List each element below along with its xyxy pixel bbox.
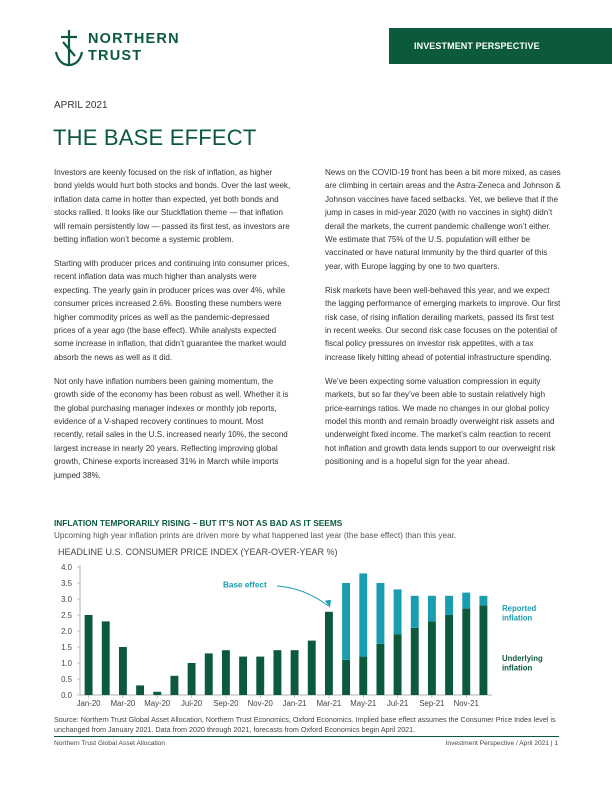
source-note: Source: Northern Trust Global Asset Allocation, Northern Trust Economics, Oxford Economics. Implied base effect assumes the Consumer Price Index level is unchanged from January 2021. Data from 2020 through 2021, forecasts from Oxford Economics begin April 2021. [54, 715, 556, 734]
y-tick-label: 2.0 [61, 626, 72, 636]
x-tick-label: Jul-20 [180, 699, 203, 708]
bar-underlying-apr-21 [342, 660, 350, 695]
base-effect-label: Base effect [223, 580, 267, 590]
y-tick-label: 1.5 [61, 642, 72, 652]
underlying-label-line: Underlying [502, 654, 543, 663]
y-tick-label: 1.0 [61, 658, 72, 668]
bar-underlying-jun-20 [170, 676, 178, 695]
y-tick-label: 0.0 [61, 690, 72, 700]
y-tick-label: 4.0 [61, 562, 72, 572]
bar-underlying-sep-20 [222, 650, 230, 695]
y-tick-label: 3.0 [61, 594, 72, 604]
bar-reported-may-21 [359, 573, 367, 656]
x-tick-label: Jan-20 [76, 699, 101, 708]
x-tick-label: Nov-20 [247, 699, 273, 708]
bar-reported-nov-21 [462, 593, 470, 609]
logo-line-1: NORTHERN [88, 31, 180, 47]
underlying-inflation-label [502, 654, 543, 673]
x-tick-label: May-20 [144, 699, 171, 708]
paragraph: Investors are keenly focused on the risk of inflation, as higher bond yields would hurt both stocks and bonds. Over the last week, inflation data came in hotter than expected, yet both bonds and stocks rallied. It looks like our Stuckflation theme — that inflation will remain persistently low — passed its first test, as investors are betting inflation won’t become a systemic problem. [54, 168, 291, 245]
bar-reported-jul-21 [394, 589, 402, 634]
page-title: THE BASE EFFECT [53, 125, 257, 150]
bar-underlying-aug-21 [411, 628, 419, 695]
logo-line-2: TRUST [88, 48, 143, 64]
banner-label: INVESTMENT PERSPECTIVE [414, 41, 540, 51]
bar-underlying-mar-21 [325, 612, 333, 695]
x-tick-label: Sep-20 [213, 699, 239, 708]
x-tick-label: May-21 [350, 699, 377, 708]
publication-date: APRIL 2021 [54, 100, 108, 111]
x-tick-label: Nov-21 [453, 699, 479, 708]
bar-underlying-aug-20 [205, 653, 213, 695]
bar-underlying-dec-20 [273, 650, 281, 695]
bar-underlying-feb-20 [102, 621, 110, 695]
paragraph: Not only have inflation numbers been gaining momentum, the growth side of the economy has been robust as well. Whether it is the global purchasing manager indexes or monthly job reports, evidence of a V-shaped recovery continues to mount. Most recently, retail sales in the U.S. increased nearly 10%, the second largest increase in nearly 20 years. Reflecting improving global growth, Chinese exports increased 31% in March while imports jumped 38%. [54, 376, 289, 480]
footer-divider [54, 736, 559, 737]
bar-reported-jun-21 [376, 583, 384, 644]
bar-reported-oct-21 [445, 596, 453, 615]
x-tick-label: Mar-21 [316, 699, 342, 708]
bar-underlying-apr-20 [136, 685, 144, 695]
bar-underlying-may-21 [359, 657, 367, 695]
chart-section-subtitle: Upcoming high year inflation prints are driven more by what happened last year (the base effect) than this year. [54, 531, 457, 540]
reported-label-line: inflation [502, 613, 533, 623]
bar-underlying-oct-20 [239, 657, 247, 695]
bar-underlying-oct-21 [445, 615, 453, 695]
bar-underlying-jul-21 [394, 634, 402, 695]
footer-left: Northern Trust Global Asset Allocation [54, 740, 166, 747]
base-effect-arrow [277, 586, 328, 606]
x-tick-label: Jul-21 [386, 699, 409, 708]
reported-label-line: Reported [502, 604, 537, 613]
bar-underlying-feb-21 [308, 641, 316, 695]
bar-reported-aug-21 [411, 596, 419, 628]
bar-reported-dec-21 [479, 596, 487, 606]
reported-inflation-label [502, 604, 536, 623]
y-tick-label: 0.5 [61, 674, 72, 684]
bar-underlying-may-20 [153, 692, 161, 695]
bar-underlying-nov-20 [256, 657, 264, 695]
bar-underlying-mar-20 [119, 647, 127, 695]
bar-underlying-jun-21 [376, 644, 384, 695]
bar-reported-sep-21 [428, 596, 436, 622]
x-tick-label: Sep-21 [419, 699, 445, 708]
bar-underlying-jan-20 [85, 615, 93, 695]
chart-section-title: INFLATION TEMPORARILY RISING – BUT IT’S NOT AS BAD AS IT SEEMS [54, 518, 343, 528]
bar-reported-apr-21 [342, 583, 350, 660]
chart-title: HEADLINE U.S. CONSUMER PRICE INDEX (YEAR-OVER-YEAR %) [58, 547, 338, 557]
paragraph: Starting with producer prices and continuing into consumer prices, recent inflation data was much higher than analysts were expecting. The yearly gain in producer prices was over 4%, while consumer prices increased 2.6%. Boosting these numbers were higher commodity prices as well as the pandemic-depressed prices of a year ago (the base effect). While analysts expected some increase in inflation, that didn’t guarantee the market would absorb the news as well as it did. [54, 258, 290, 362]
bar-underlying-dec-21 [479, 605, 487, 695]
paragraph: We’ve been expecting some valuation compression in equity markets, but so far they’ve been able to sustain relatively high price-earnings ratios. We made no changes in our global policy model this month and remain broadly overweight risk assets and underweight fixed income. The market’s calm reaction to recent hot inflation and growth data lends support to our overweight risk positioning and is a hopeful sign for the year ahead. [325, 376, 556, 467]
bar-underlying-sep-21 [428, 621, 436, 695]
footer-page-info: Investment Perspective / April 2021 | 1 [445, 740, 558, 747]
y-tick-label: 2.5 [61, 610, 72, 620]
underlying-label-line: inflation [502, 663, 533, 673]
bar-underlying-jul-20 [188, 663, 196, 695]
y-tick-label: 3.5 [61, 578, 72, 588]
bar-underlying-jan-21 [291, 650, 299, 695]
x-tick-label: Mar-20 [110, 699, 136, 708]
bar-underlying-nov-21 [462, 609, 470, 695]
paragraph: Risk markets have been well-behaved this year, and we expect the lagging performance of emerging markets to improve. Our first risk case, of rising inflation derailing markets, passed its first test in recent weeks. Our second risk case focuses on the potential of fiscal policy pressures on investor risk appetites, with a tax increase likely hitting ahead of potential infrastructure spending. [325, 285, 561, 362]
x-tick-label: Jan-21 [282, 699, 307, 708]
paragraph: News on the COVID-19 front has been a bit more mixed, as cases are climbing in certain areas and the Astra-Zeneca and Johnson & Johnson vaccines have faced setbacks. Yet, we believe that if the jump in cases in mid-year 2020 (with no vaccines in sight) didn’t derail the markets, the current pandemic challenge won’t either. We estimate that 75% of the U.S. population will either be vaccinated or have natural immunity by the third quarter of this year, with Europe lagging by one to two quarters. [325, 168, 561, 271]
